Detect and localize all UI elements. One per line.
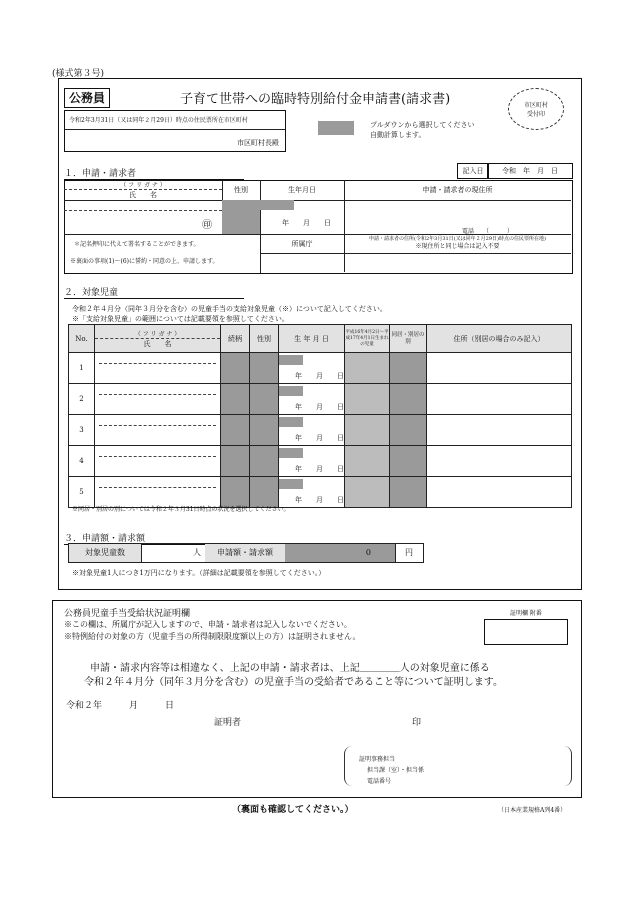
certifier-label: 証明者 (214, 718, 242, 728)
cert-date[interactable]: 令和２年 月 日 (66, 701, 175, 711)
applicant-table (64, 180, 571, 272)
born-range-cell (345, 415, 390, 446)
applicant-notes (64, 234, 261, 273)
stamp-label: 市区町村 (523, 102, 548, 109)
furigana-label: （ フ リ ガ ナ ） (64, 180, 222, 190)
cohabit-select[interactable] (390, 477, 427, 508)
gender-select[interactable] (250, 384, 279, 415)
gender-select[interactable] (250, 415, 279, 446)
contact-label: 証明事務担当 (359, 756, 396, 763)
cohabit-select[interactable] (390, 384, 427, 415)
cohabit-select[interactable] (390, 353, 427, 384)
amount-note: ※対象児童1人につき1万円になります。（詳細は記載要領を参照してください。） (72, 569, 326, 577)
stamp-label-2: 受付印 (526, 111, 545, 118)
row-number: 2 (69, 384, 95, 415)
dob-header: 生年月日 (260, 180, 345, 201)
relation-select[interactable] (221, 415, 250, 446)
children-intro-note: ※「支給対象児童」の範囲については記載要領を参照してください。 (72, 315, 289, 323)
child-address-input[interactable] (427, 353, 572, 384)
col-born-range: 平成16年4月2日～平成17年4月1日生まれの児童 (345, 325, 390, 353)
form-title: 子育て世帯への臨時特別給付金申請書(請求書) (180, 92, 451, 107)
civil-servant-badge: 公務員 (64, 88, 110, 108)
municipality-box[interactable] (64, 110, 286, 152)
gender-header: 性別 (222, 180, 261, 201)
born-range-cell (345, 446, 390, 477)
cert-body-2: 令和２年４月分（同年３月分を含む）の児童手当の受給者であること等について証明します。 (84, 677, 503, 688)
note-signature: ＊記名押印に代えて署名することができます。 (74, 241, 200, 248)
child-count-label: 対象児童数 (69, 544, 142, 562)
cert-title: 公務員児童手当受給状況証明欄 (64, 609, 191, 619)
child-name-input[interactable] (95, 353, 221, 384)
contact-phone: 電話番号 (367, 778, 392, 785)
child-dob-input[interactable] (279, 415, 345, 446)
legend-text-2: 自動計算します。 (370, 131, 426, 139)
name-header (64, 180, 223, 201)
child-count-input[interactable] (141, 544, 206, 562)
name-label: 氏 名 (129, 191, 157, 199)
born-range-cell (345, 477, 390, 508)
child-address-input[interactable] (427, 384, 572, 415)
col-name (95, 325, 221, 353)
same-address-note: ※現住所と同じ場合は記入不要 (415, 243, 500, 250)
address-header: 申請・請求者の現住所 (344, 180, 571, 201)
child-name-input[interactable] (95, 384, 221, 415)
cert-number-field[interactable] (484, 619, 568, 645)
contact-bracket (344, 746, 572, 786)
child-address-input[interactable] (427, 446, 572, 477)
child-dob-input[interactable] (279, 384, 345, 415)
children-intro: 令和２年４月分（同年３月分を含む）の児童手当の支給対象児童（※）について記入してください。 (72, 305, 387, 313)
gender-select[interactable] (250, 477, 279, 508)
child-dob-units: 年 月 日 (295, 372, 344, 380)
row-number: 3 (69, 415, 95, 446)
relation-select[interactable] (221, 384, 250, 415)
child-dob-units: 年 月 日 (295, 465, 344, 473)
amount-unit: 円 (405, 548, 413, 557)
gender-select[interactable] (222, 200, 261, 234)
col-dob: 生 年 月 日 (279, 325, 345, 353)
residence-note: 令和2年3月31日（又は同年２月29日）時点の住民票所在市区町村 (65, 111, 285, 130)
entry-date-label: 記入日 (457, 163, 489, 179)
amount-row (68, 543, 424, 563)
gender-select[interactable] (250, 353, 279, 384)
cert-note-2: ※特例給付の対象の方（児童手当の所得制限限度額以上の方）は証明されません。 (64, 632, 361, 641)
section3-heading: ３．申請額・請求額 (64, 531, 244, 545)
gray-legend-swatch (318, 121, 354, 135)
amount-value: 0 (365, 548, 371, 557)
legend-text-1: プルダウンから選択してください (370, 121, 475, 129)
office-label: 所属庁 (260, 234, 345, 254)
child-count-unit: 人 (193, 548, 201, 557)
entry-date-field[interactable]: 令和 年 月 日 (487, 163, 573, 179)
amount-field (285, 544, 396, 562)
born-range-cell (345, 353, 390, 384)
child-row (69, 415, 572, 446)
dob-input[interactable] (260, 200, 345, 234)
mayor-label: 市区町村長殿 (237, 139, 279, 147)
cohabit-select[interactable] (390, 446, 427, 477)
child-address-input[interactable] (427, 415, 572, 446)
phone-label: 電話 （ ） (462, 228, 514, 235)
cert-number-label: 証明欄 附番 (510, 610, 542, 617)
relation-select[interactable] (221, 353, 250, 384)
gender-select[interactable] (250, 446, 279, 477)
col-furigana: （ フ リ ガ ナ ） (95, 329, 220, 339)
born-range-cell (345, 384, 390, 415)
col-relation: 続柄 (221, 325, 250, 353)
residence-note-cell (344, 234, 571, 254)
col-no: No. (69, 325, 95, 353)
child-dob-units: 年 月 日 (295, 434, 344, 442)
section2-heading: ２．対象児童 (64, 285, 244, 299)
cert-seal: 印 (412, 718, 422, 728)
col-name-label: 氏 名 (143, 339, 172, 348)
residence-address-note: 申請・請求者の住所(令和2年3月31日(又は同年２月29日)時点の住民票所在地) (369, 236, 546, 242)
back-notice: （裏面も確認してください。） (232, 805, 354, 815)
seal-mark: ㊞ (202, 220, 212, 231)
child-name-input[interactable] (95, 446, 221, 477)
cert-note-1: ※この欄は、所属庁が記入しますので、申請・請求者は記入しないでください。 (64, 620, 352, 629)
child-row (69, 446, 572, 477)
col-gender: 性別 (250, 325, 279, 353)
residence-address-input[interactable] (344, 252, 571, 272)
child-address-input[interactable] (427, 477, 572, 508)
section1-heading: １．申請・請求者 (64, 166, 244, 180)
name-input[interactable] (64, 200, 223, 234)
row-number: 5 (69, 477, 95, 508)
child-name-input[interactable] (95, 477, 221, 508)
col-address: 住所（別居の場合のみ記入） (427, 325, 572, 353)
amount-label: 申請額・請求額 (205, 544, 286, 562)
row-number: 1 (69, 353, 95, 384)
child-name-input[interactable] (95, 415, 221, 446)
child-row (69, 353, 572, 384)
child-dob-input[interactable] (279, 477, 345, 508)
current-address-input[interactable] (344, 200, 571, 234)
dob-units: 年 月 日 (282, 219, 331, 227)
cert-body-1: 申請・請求内容等は相違なく、上記の申請・請求者は、上記＿＿＿＿人の対象児童に係る (90, 663, 490, 674)
paper-standard: （日本産業規格A列4番） (498, 807, 567, 814)
contact-dept: 担当課（室）・担当係 (367, 767, 425, 774)
relation-select[interactable] (221, 446, 250, 477)
cohabit-footnote: ※同居・別居の別については令和２年３月31日時点の状況を選択してください。 (72, 506, 290, 513)
office-input[interactable] (260, 252, 345, 272)
col-cohabit: 同居・別居の別 (390, 325, 427, 353)
child-dob-input[interactable] (279, 446, 345, 477)
relation-select[interactable] (221, 477, 250, 508)
cohabit-select[interactable] (390, 415, 427, 446)
children-table (68, 324, 571, 508)
form-number: (様式第３号) (52, 69, 105, 79)
child-dob-units: 年 月 日 (295, 403, 344, 411)
row-number: 4 (69, 446, 95, 477)
child-dob-units: 年 月 日 (295, 496, 344, 504)
note-pledge: ※裏面の事項(1)～(6)に誓約・同意の上、申請します。 (70, 258, 219, 265)
child-row (69, 477, 572, 508)
child-row (69, 384, 572, 415)
child-dob-input[interactable] (279, 353, 345, 384)
reception-stamp (508, 88, 564, 130)
